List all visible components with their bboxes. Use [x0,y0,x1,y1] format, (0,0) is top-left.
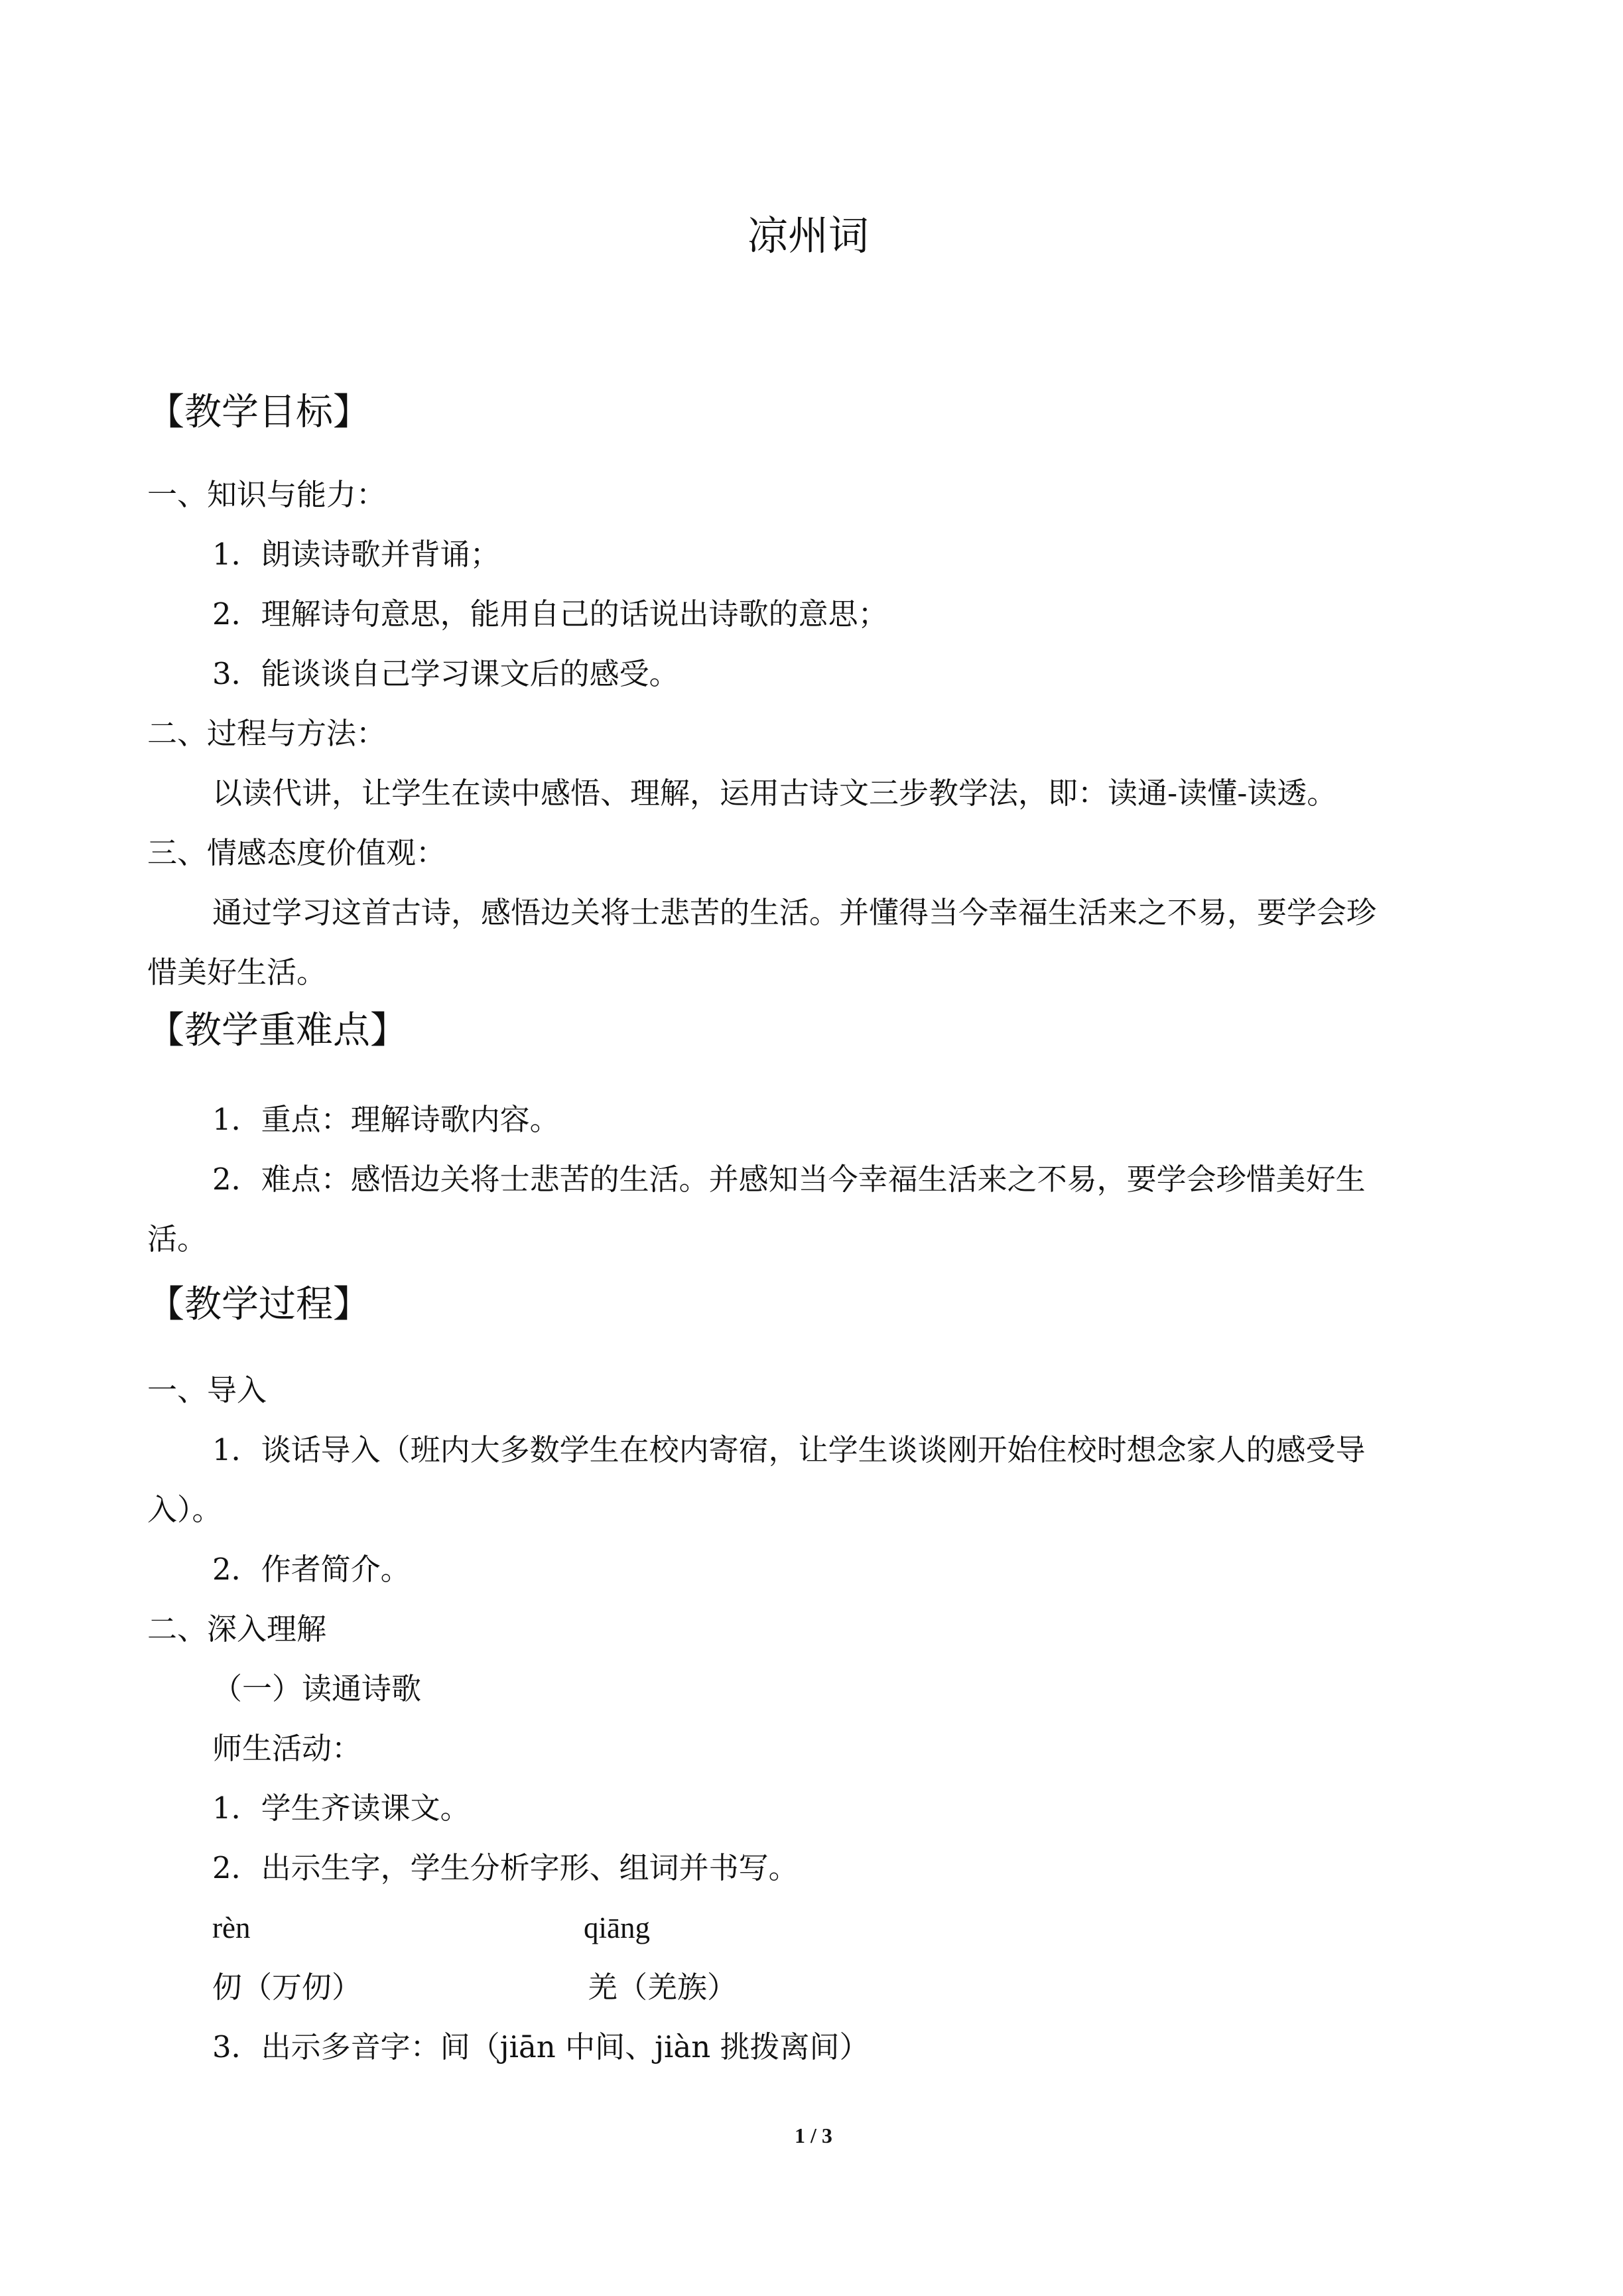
objectives-heading: 【教学目标】 [147,391,370,434]
teaching-process-heading: 【教学过程】 [147,1283,370,1326]
teacher-student-activity-label: 师生活动： [212,1731,362,1766]
vocab-ren: 仞（万仞） [212,1970,362,2005]
read-through-subheading: （一）读通诗歌 [212,1671,422,1706]
introduction-label: 一、导入 [147,1373,267,1408]
pinyin-qiang: qiāng [584,1911,650,1944]
activity-step-2: 2．出示生字，学生分析字形、组词并书写。 [212,1850,799,1885]
introduction-item-1-line-1: 1．谈话导入（班内大多数学生在校内寄宿，让学生谈谈刚开始住校时想念家人的感受导 [212,1432,1366,1467]
pinyin-ren: rèn [212,1911,251,1944]
vocab-qiang: 羌（羌族） [588,1970,738,2005]
key-point-item-2-line-1: 2．难点：感悟边关将士悲苦的生活。并感知当今幸福生活来之不易，要学会珍惜美好生 [212,1162,1366,1197]
emotion-values-label: 三、情感态度价值观： [147,835,446,870]
key-point-item-2-line-2: 活。 [147,1221,208,1256]
key-point-item-1: 1．重点：理解诗歌内容。 [212,1102,560,1137]
introduction-item-1-line-2: 入）。 [147,1492,222,1527]
objective-item-2: 2．理解诗句意思，能用自己的话说出诗歌的意思； [212,596,888,632]
objective-item-3: 3．能谈谈自己学习课文后的感受。 [212,656,679,691]
process-method-label: 二、过程与方法： [147,716,387,751]
deep-understanding-label: 二、深入理解 [147,1611,327,1647]
emotion-values-text-line-1: 通过学习这首古诗，感悟边关将士悲苦的生活。并懂得当今幸福生活来之不易，要学会珍 [212,895,1377,930]
activity-step-1: 1．学生齐读课文。 [212,1790,470,1826]
key-points-heading: 【教学重难点】 [147,1009,407,1052]
document-title: 凉州词 [747,212,870,259]
activity-step-3: 3．出示多音字：间（jiān 中间、jiàn 挑拨离间） [212,2029,870,2064]
page-indicator: 1 / 3 [795,2124,832,2147]
process-method-text: 以读代讲，让学生在读中感悟、理解，运用古诗文三步教学法，即：读通-读懂-读透。 [212,776,1337,811]
objective-item-1: 1．朗读诗歌并背诵； [212,537,500,572]
introduction-item-2: 2．作者简介。 [212,1552,411,1587]
emotion-values-text-line-2: 惜美好生活。 [147,955,327,990]
knowledge-ability-label: 一、知识与能力： [147,477,387,512]
